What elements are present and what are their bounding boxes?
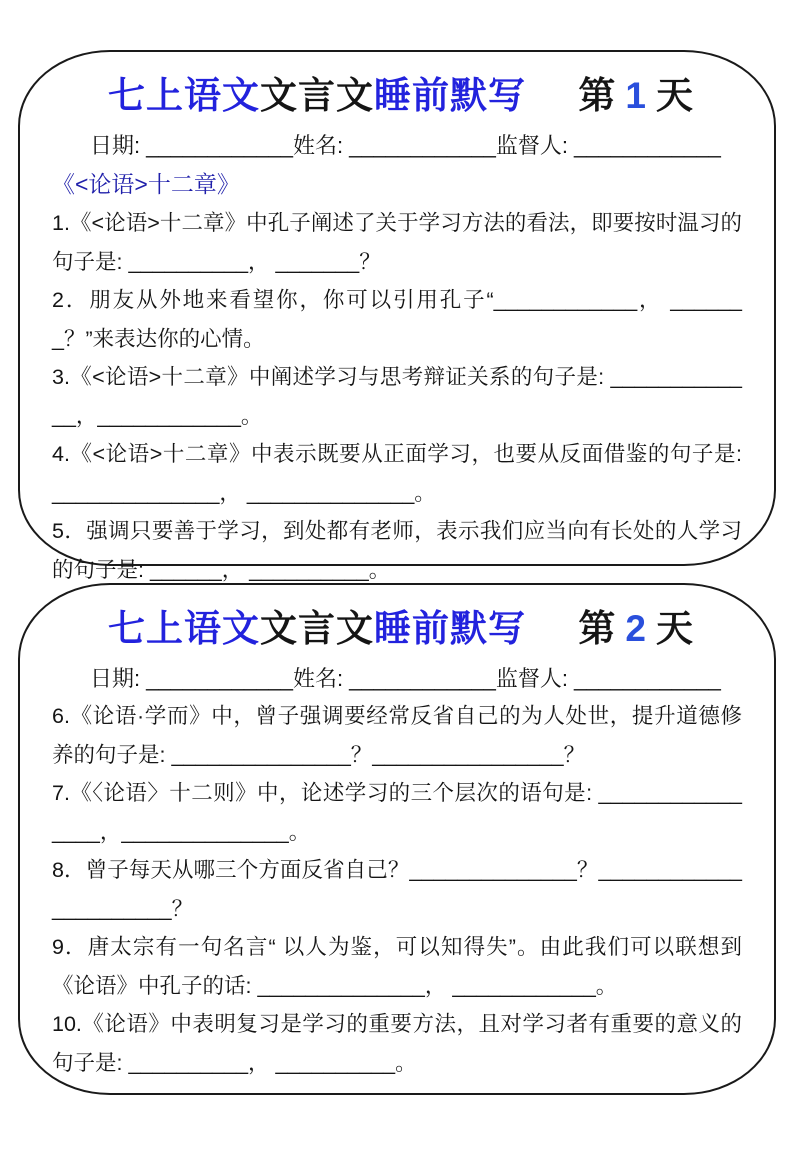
title-activity-segment: 睡前默写 <box>374 75 526 116</box>
field-date-blank: ____________ <box>146 666 293 691</box>
title-subject-segment: 文言文 <box>260 608 374 649</box>
page-title <box>108 603 526 655</box>
worksheet-card-day2 <box>18 583 776 1095</box>
day-label <box>578 603 694 655</box>
fields-row <box>52 655 742 695</box>
field-supervisor-blank: ____________ <box>574 666 721 691</box>
field-name-blank: ____________ <box>349 666 496 691</box>
question-10: 10.《论语》中表明复习是学习的重要方法，且对学习者有重要的意义的句子是: __________， __________。 <box>52 1012 742 1075</box>
day-suffix: 天 <box>656 608 694 649</box>
field-supervisor <box>496 130 721 162</box>
field-date-blank: ____________ <box>146 133 293 158</box>
day-number: 1 <box>625 75 647 116</box>
field-name-blank: ____________ <box>349 133 496 158</box>
field-supervisor-label: 监督人: <box>495 133 569 158</box>
title-course-segment: 七上语文 <box>108 608 260 649</box>
field-date-label: 日期: <box>90 666 141 691</box>
field-supervisor-label: 监督人: <box>495 666 569 691</box>
title-course-segment: 七上语文 <box>108 75 260 116</box>
question-6: 6.《论语·学而》中，曾子强调要经常反省自己的为人处世，提升道德修养的句子是: _______________？________________？ <box>52 704 742 767</box>
field-supervisor <box>496 663 721 695</box>
question-list-day2 <box>52 697 742 1082</box>
field-name-label: 姓名: <box>292 133 344 158</box>
fields-row <box>52 122 742 162</box>
field-date <box>90 130 293 162</box>
day-suffix: 天 <box>656 75 694 116</box>
field-supervisor-blank: ____________ <box>574 133 721 158</box>
question-7: 7.《〈论语〉十二则》中，论述学习的三个层次的语句是: ________________，______________。 <box>52 781 742 844</box>
field-name <box>293 663 496 695</box>
day-number: 2 <box>625 608 647 649</box>
question-5: 5．强调只要善于学习，到处都有老师，表示我们应当向有长处的人学习的句子是: ______， __________。 <box>52 519 742 582</box>
worksheet-card-day1 <box>18 50 776 582</box>
question-list-day1 <box>52 204 742 589</box>
day-prefix: 第 <box>578 608 617 649</box>
field-name-label: 姓名: <box>292 666 344 691</box>
field-date-label: 日期: <box>90 133 141 158</box>
title-row <box>52 64 742 122</box>
field-date <box>90 663 293 695</box>
question-1: 1.《<论语>十二章》中孔子阐述了关于学习方法的看法，即要按时温习的句子是: __________， _______？ <box>52 211 742 274</box>
page-title <box>108 70 526 122</box>
title-row <box>52 597 742 655</box>
question-9: 9．唐太宗有一句名言“ 以人为鉴，可以知得失”。由此我们可以联想到《论语》中孔子的话: ______________， ____________。 <box>52 935 742 998</box>
section-heading: 《<论语>十二章》 <box>52 171 240 197</box>
field-name <box>293 130 496 162</box>
day-prefix: 第 <box>578 75 617 116</box>
question-8: 8．曾子每天从哪三个方面反省自己？______________？______________________？ <box>52 858 742 921</box>
day-label <box>578 70 694 122</box>
title-activity-segment: 睡前默写 <box>374 608 526 649</box>
question-3: 3.《<论语>十二章》中阐述学习与思考辩证关系的句子是: _____________，____________。 <box>52 365 742 428</box>
question-4: 4.《<论语>十二章》中表示既要从正面学习，也要从反面借鉴的句子是: ______________， ______________。 <box>52 442 742 505</box>
title-subject-segment: 文言文 <box>260 75 374 116</box>
question-2: 2．朋友从外地来看望你，你可以引用孔子“____________， _______？”来表达你的心情。 <box>52 288 742 351</box>
